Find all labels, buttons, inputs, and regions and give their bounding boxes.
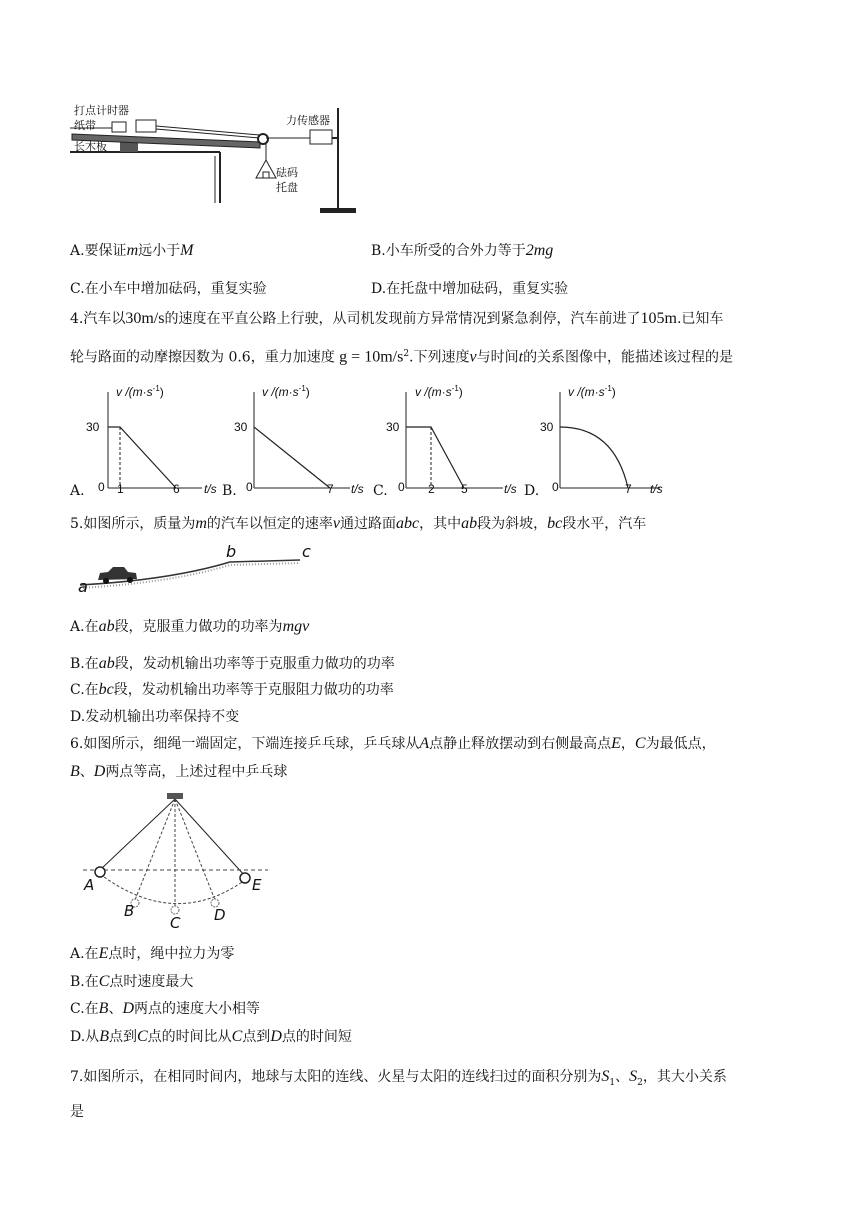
q5-stem: 5.如图所示，质量为m的汽车以恒定的速率v通过路面abc，其中ab段为斜坡，bc段水平，汽车 (70, 515, 647, 532)
graph-b-y0: 30 (234, 420, 248, 434)
graph-d-origin: 0 (552, 480, 559, 494)
q6-option-c: C.在B、D两点的速度大小相等 (70, 1000, 261, 1017)
q6-option-a: A.在E点时，绳中拉力为零 (70, 945, 235, 962)
graph-c-tick-1: 2 (428, 482, 435, 496)
q3-option-d: D.在托盘中增加砝码，重复实验 (371, 281, 569, 297)
graph-a-option: A. (70, 483, 85, 499)
q4-stem-line2: 轮与路面的动摩擦因数为 0.6，重力加速度 $g = 10m/s^2$.下列速度v与时间t的关系图像中，能描述该过程的是 (70, 348, 734, 366)
graph-d-option: D. (524, 483, 540, 499)
road-drawing (70, 540, 330, 598)
road-label-a: a (78, 577, 88, 596)
label-tape: 纸带 (74, 119, 96, 132)
q5-option-c: C.在bc段，发动机输出功率等于克服阻力做功的功率 (70, 681, 394, 698)
road-label-b: b (226, 542, 237, 561)
graph-c-ylabel: v $/(m\cdot s^{-1})$ (415, 384, 463, 399)
graph-c-xlabel: t/s (504, 482, 517, 496)
label-weights: 砝码 (276, 166, 298, 179)
graph-b-xlabel: t/s (351, 482, 364, 496)
pendulum-drawing (78, 790, 278, 930)
q5-option-d: D.发动机输出功率保持不变 (70, 709, 240, 725)
pendulum-label-c: C (170, 914, 181, 932)
graph-d-y0: 30 (540, 420, 554, 434)
graph-c-origin: 0 (398, 480, 405, 494)
pendulum-figure (78, 790, 278, 930)
graph-a-ylabel: v $/(m\cdot s^{-1})$ (116, 384, 164, 399)
graph-c-option: C. (373, 483, 388, 499)
graph-a-y0: 30 (86, 420, 100, 434)
graph-a-tick-2: 6 (173, 482, 180, 496)
graph-d (524, 380, 694, 500)
graph-a-xlabel: t/s (204, 482, 217, 496)
road-figure (70, 540, 330, 598)
q4-stem-line1: 4.汽车以30m/s的速度在平直公路上行驶，从司机发现前方异常情况到紧急刹停，汽车前进了105m.已知车 (70, 310, 724, 327)
graph-d-xlabel: t/s (650, 482, 663, 496)
graph-b-origin: 0 (246, 480, 253, 494)
label-board: 长木板 (74, 140, 107, 153)
q3-option-b: B.小车所受的合外力等于2mg (371, 242, 554, 259)
graph-c-tick-2: 5 (461, 482, 468, 496)
graph-a-tick-1: 1 (117, 482, 124, 496)
graph-a-origin: 0 (98, 480, 105, 494)
graph-b-option: B. (222, 483, 237, 499)
q7-stem-line1: 7.如图所示，在相同时间内，地球与太阳的连线、火星与太阳的连线扫过的面积分别为$S_1$、$S_2$，其大小关系 (70, 1068, 727, 1088)
pendulum-label-e: E (252, 876, 262, 894)
graph-d-ylabel: v $/(m\cdot s^{-1})$ (568, 384, 616, 399)
graph-c-y0: 30 (386, 420, 400, 434)
graph-a (70, 380, 230, 500)
q5-option-a: A.在ab段，克服重力做功的功率为mgv (70, 618, 310, 635)
graph-b-ylabel: v $/(m\cdot s^{-1})$ (262, 384, 310, 399)
q3-option-c: C.在小车中增加砝码，重复实验 (70, 281, 267, 297)
q6-option-d: D.从B点到C点的时间比从C点到D点的时间短 (70, 1028, 352, 1045)
graph-b-tick-1: 7 (327, 482, 334, 496)
graph-b (222, 380, 382, 500)
q5-option-b: B.在ab段，发动机输出功率等于克服重力做功的功率 (70, 655, 395, 672)
q7-stem-line2: 是 (70, 1104, 84, 1120)
label-tray: 托盘 (276, 181, 298, 194)
road-label-c: c (302, 542, 311, 561)
q6-option-b: B.在C点时速度最大 (70, 973, 194, 990)
q6-stem-line2: B、D两点等高，上述过程中乒乓球 (70, 763, 288, 780)
pendulum-label-d: D (214, 906, 226, 924)
label-sensor: 力传感器 (286, 114, 330, 127)
graph-c (373, 380, 533, 500)
q6-stem-line1: 6.如图所示，细绳一端固定，下端连接乒乓球，乒乓球从A点静止释放摆动到右侧最高点E，C为最低点， (70, 735, 716, 752)
label-timer: 打点计时器 (74, 104, 129, 117)
graph-d-tick-1: 7 (625, 482, 632, 496)
pendulum-label-a: A (84, 876, 95, 894)
apparatus-figure (70, 98, 370, 223)
pendulum-label-b: B (124, 902, 135, 920)
q3-option-a: A.要保证m远小于M (70, 242, 194, 259)
